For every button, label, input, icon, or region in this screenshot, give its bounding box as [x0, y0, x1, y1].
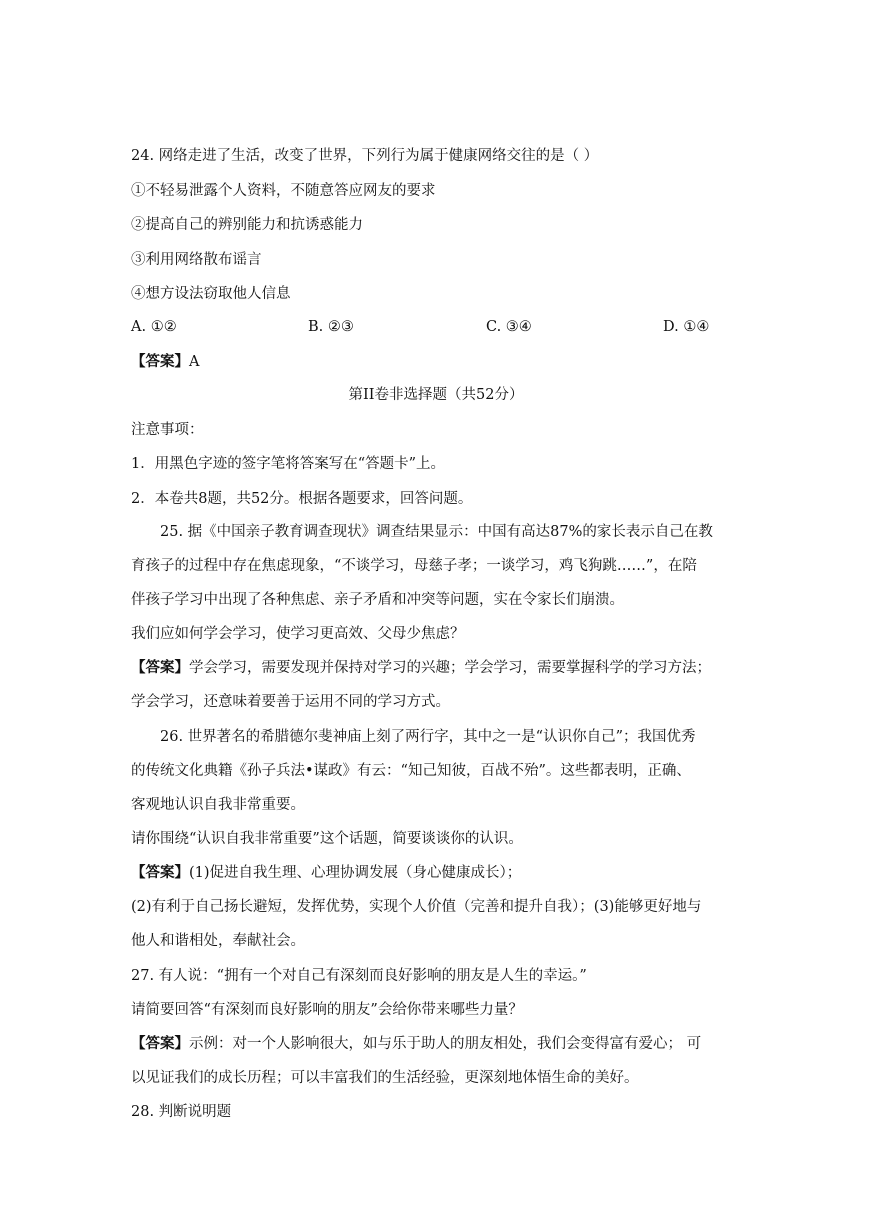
q26-answer-text-1: (1)促进自我生理、心理协调发展（身心健康成长）； [189, 865, 522, 881]
q25-line-3: 伴孩子学习中出现了各种焦虑、亲子矛盾和冲突等问题，实在令家长们崩溃。 [131, 592, 624, 608]
q26-line-2: 的传统文化典籍《孙子兵法•谋政》有云：“知己知彼，百战不殆”。这些都表明，正确、 [131, 763, 691, 779]
q26-answer-line-3: 他人和谐相处，奉献社会。 [131, 933, 305, 949]
q25-line-2: 育孩子的过程中存在焦虑现象，“不谈学习，母慈子孝；一谈学习，鸡飞狗跳……”，在陪 [131, 558, 697, 574]
q26-answer-line-2: (2)有利于自己扬长避短，发挥优势，实现个人价值（完善和提升自我）；(3)能够更好地与 [131, 899, 702, 915]
q28-stem: 28. 判断说明题 [131, 1104, 232, 1120]
q25-line-1: 25. 据《中国亲子教育调查现状》调查结果显示：中国有高达87%的家长表示自己在教 [160, 524, 713, 540]
q24-answer [131, 352, 741, 372]
q25-question: 我们应如何学会学习，使学习更高效、父母少焦虑？ [131, 626, 465, 642]
q27-answer-line-2: 以见证我们的成长历程；可以丰富我们的生活经验，更深刻地体悟生命的美好。 [131, 1070, 639, 1086]
q24-item-1: ①不轻易泄露个人资料，不随意答应网友的要求 [131, 183, 436, 199]
q24-option-c: C. ③④ [486, 319, 532, 335]
answer-label: 【答案】 [131, 659, 189, 676]
q25-answer-line-2: 学会学习，还意味着要善于运用不同的学习方式。 [131, 694, 450, 710]
q27-stem: 27. 有人说：“拥有一个对自己有深刻而良好影响的朋友是人生的幸运。” [131, 968, 587, 984]
q27-question: 请简要回答“有深刻而良好影响的朋友”会给你带来哪些力量？ [131, 1002, 523, 1018]
q24-option-a: A. ①② [131, 319, 177, 335]
q26-answer-line-1 [131, 863, 741, 883]
q24-options [131, 317, 741, 337]
q24-option-d: D. ①④ [663, 319, 710, 335]
notice-2: 2．本卷共8题，共52分。根据各题要求，回答问题。 [131, 491, 473, 507]
q26-line-3: 客观地认识自我非常重要。 [131, 797, 305, 813]
section-title: 第II卷非选择题（共52分） [348, 387, 524, 403]
q26-line-1: 26. 世界著名的希腊德尔斐神庙上刻了两行字，其中之一是“认识你自己”；我国优秀 [160, 729, 696, 745]
q24-option-b: B. ②③ [308, 319, 354, 335]
q24-item-4: ④想方设法窃取他人信息 [131, 286, 291, 302]
answer-label: 【答案】 [131, 353, 189, 370]
q26-question: 请你围绕“认识自我非常重要”这个话题，简要谈谈你的认识。 [131, 831, 523, 847]
answer-label: 【答案】 [131, 1035, 189, 1052]
q27-answer-line-1 [131, 1034, 741, 1054]
q25-answer-line-1 [131, 658, 741, 678]
q27-answer-text-1: 示例：对一个人影响很大，如与乐于助人的朋友相处，我们会变得富有爱心； 可 [189, 1036, 702, 1052]
answer-label: 【答案】 [131, 864, 189, 881]
q24-item-3: ③利用网络散布谣言 [131, 252, 262, 268]
q24-answer-value: A [189, 354, 200, 370]
notice-1: 1．用黑色字迹的签字笔将答案写在“答题卡”上。 [131, 456, 446, 472]
q24-stem: 24. 网络走进了生活，改变了世界，下列行为属于健康网络交往的是（ ） [131, 148, 599, 164]
q25-answer-text-1: 学会学习，需要发现并保持对学习的兴趣；学会学习，需要掌握科学的学习方法； [189, 660, 711, 676]
notice-title: 注意事项： [131, 422, 204, 438]
q24-item-2: ②提高自己的辨别能力和抗诱惑能力 [131, 217, 363, 233]
